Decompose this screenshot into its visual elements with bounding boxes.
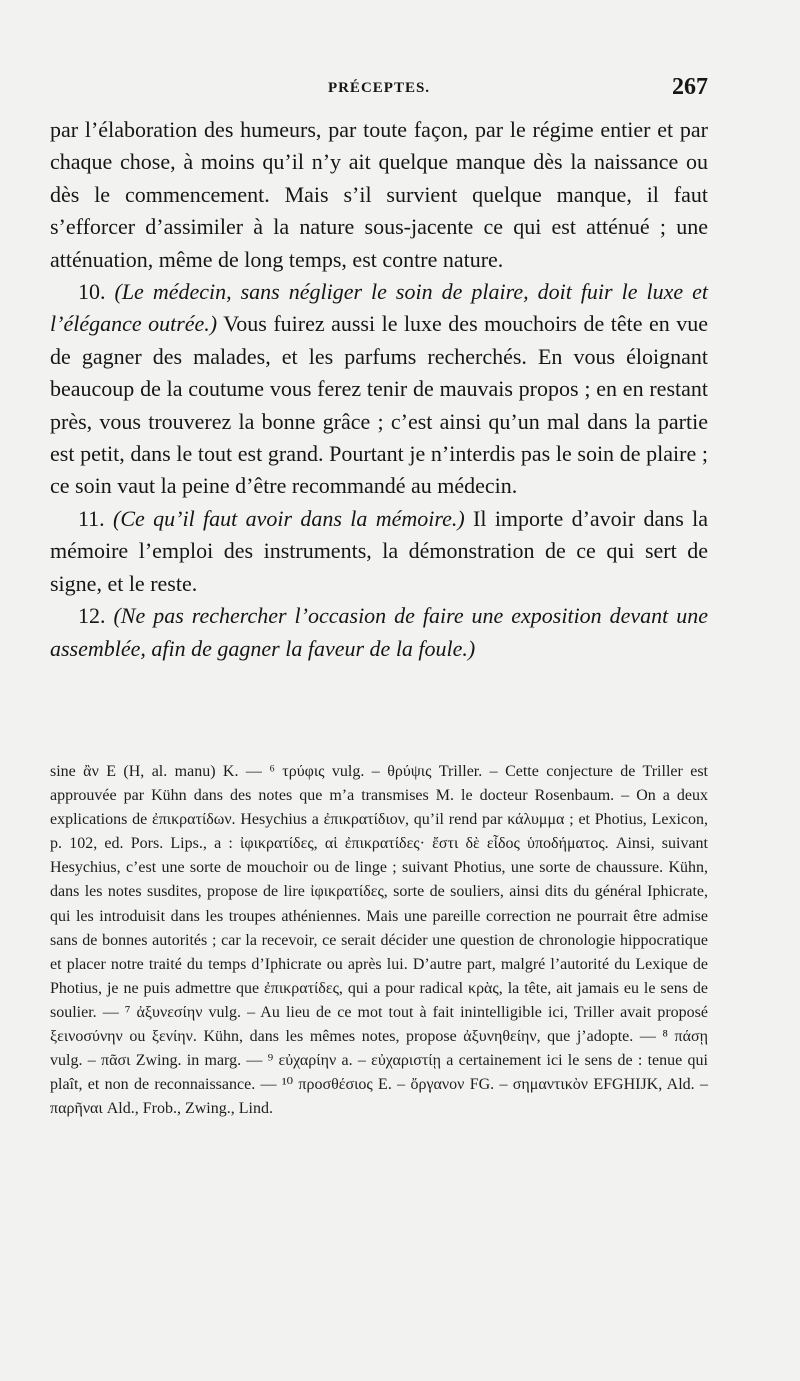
paragraph-number: 10. <box>78 279 106 305</box>
footnote-text: sine ἂν E (H, al. manu) K. — ⁶ τρύφις vulg. – θρύψις Triller. – Cette conjecture de Triller est approuvée par Kühn dans des notes que m’a transmises M. le docteur Rosenbaum. – On a deux explications de ἐπικρατίδων. Hesychius a ἐπικρατίδιον, qu’il rend par κάλυμμα ; et Photius, Lexicon, p. 102, ed. Pors. Lips., a : ἰφικρατίδες, αἱ ἐπικρατίδες· ἔστι δὲ εἶδος ὑποδήματος. Ainsi, suivant Hesychius, c’est une sorte de mouchoir ou de linge ; suivant Photius, une sorte de chaussure. Kühn, dans les notes susdites, propose de lire ἰφικρατίδες, sorte de souliers, ainsi dits du général Iphicrate, qui les introduisit dans les troupes athéniennes. Mais une pareille correction ne pourrait être admise sans de bonnes autorités ; car la recevoir, ce serait décider une question de chronologie hippocratique et placer notre traité du temps d’Iphicrate ou après lui. D’autre part, malgré l’autorité du Lexique de Photius, je ne puis admettre que ἐπικρατίδες, qui a pour radical κρὰς, la tête, ait jamais eu le sens de soulier. — ⁷ ἀξυνεσίην vulg. – Au lieu de ce mot tout à fait inintelligible ici, Triller avait proposé ξεινοσύνην ou ξενίην. Kühn, dans les mêmes notes, propose ἀξυνηθείην, que j’adopte. — ⁸ πάσῃ vulg. – πᾶσι Zwing. in marg. — ⁹ εὐχαρίην a. – εὐχαριστίῃ a certainement ici le sens de : tenue qui plaît, et non de reconnaissance. — ¹⁰ προσθέσιος E. – ὄργανον FG. – σημαντικὸν EFGHIJK, Ald. – παρῆναι Ald., Frob., Zwing., Lind. <box>50 763 708 1118</box>
paragraph-continuation: par l’élaboration des humeurs, par toute façon, par le régime entier et par chaque chose, à moins qu’il n’y ait quelque manque dès la naissance ou dès le commencement. Mais s’il survient quelque manque, il faut s’efforcer d’assimiler à la nature sous-jacente ce qui est atténué ; une atténuation, même de long temps, est contre nature. <box>50 117 708 272</box>
page-number: 267 <box>672 74 708 100</box>
paragraph-text: Vous fuirez aussi le luxe des mouchoirs de tête en vue de gagner des malades, et les parfums recherchés. En vous éloignant beaucoup de la coutume vous ferez tenir de mauvais propos ; en en restant près, vous trouverez la bonne grâce ; c’est ainsi qu’un mal dans la partie est petit, dans le tout est grand. Pourtant je n’interdis pas le soin de plaire ; ce soin vaut la peine d’être recommandé au médecin. <box>50 311 708 499</box>
footnotes <box>50 760 708 1121</box>
paragraph-10 <box>50 276 708 503</box>
paragraph-12 <box>50 600 708 665</box>
paragraph-number: 11. <box>78 505 105 531</box>
main-text <box>50 114 708 665</box>
running-title: PRÉCEPTES. <box>327 80 431 96</box>
paragraph-11 <box>50 503 708 600</box>
paragraph-summary: (Ne pas rechercher l’occasion de faire une exposition devant une assemblée, afin de gagner la faveur de la foule.) <box>50 603 709 661</box>
paragraph-text: Il importe d’avoir dans la mémoire l’emploi des instruments, la démonstration de ce qui sert de signe, et le reste. <box>50 505 708 596</box>
paragraph-summary: (Le médecin, sans négliger le soin de plaire, doit fuir le luxe et l’élégance outrée.) <box>50 279 709 337</box>
running-header <box>50 74 708 104</box>
paragraph-summary: (Ce qu’il faut avoir dans la mémoire.) <box>113 505 465 531</box>
paragraph-number: 12. <box>78 603 106 629</box>
